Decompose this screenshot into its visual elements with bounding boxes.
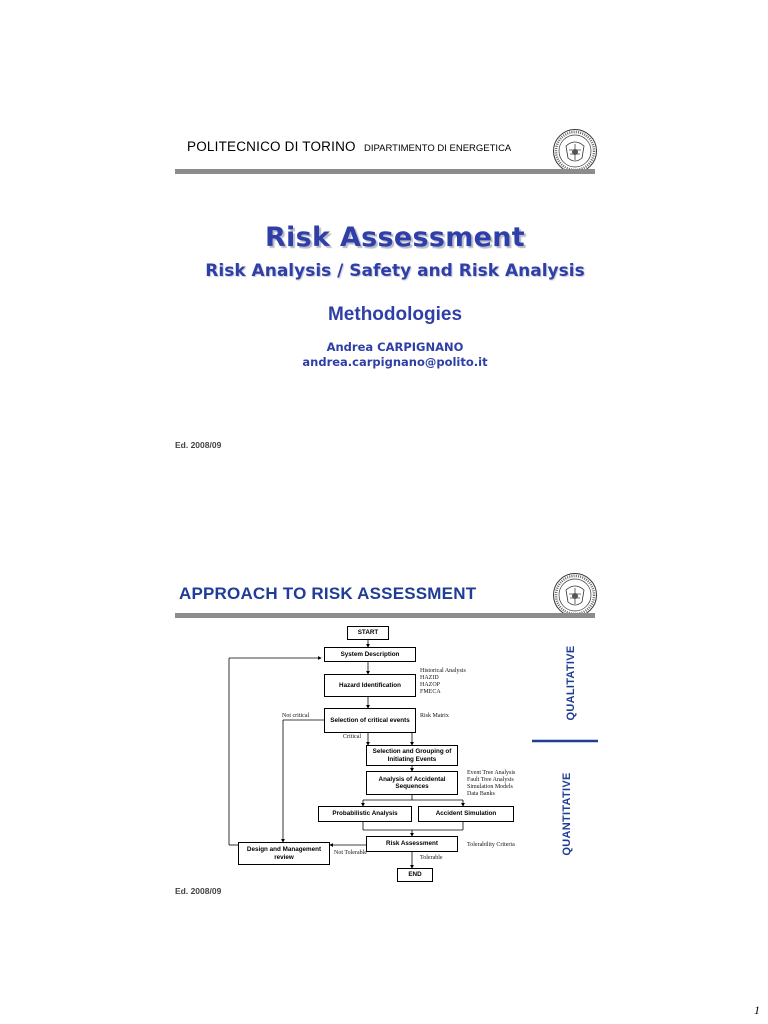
flow-accident-simulation: Accident Simulation: [418, 806, 514, 822]
slide2-edition-label: Ed. 2008/09: [175, 886, 222, 896]
department-name: DIPARTIMENTO DI ENERGETICA: [364, 143, 512, 154]
flow-end: END: [397, 868, 433, 882]
page-title: Risk Assessment: [264, 222, 526, 253]
page-subtitle: Risk Analysis / Safety and Risk Analysis: [205, 261, 585, 281]
note-sequence-methods: Event Tree Analysis Fault Tree Analysis Simulation Models Data Banks: [467, 770, 516, 797]
quantitative-label: QUANTITATIVE: [561, 772, 573, 856]
note-tolerable: Tolerable: [420, 855, 443, 861]
methodologies-heading: Methodologies: [327, 304, 463, 325]
note-hazard-methods: Historical Analysis HAZID HAZOP FMECA: [420, 668, 466, 695]
edition-label: Ed. 2008/09: [175, 440, 222, 450]
flow-start: START: [347, 626, 389, 640]
flow-hazard-identification: Hazard Identification: [324, 674, 416, 697]
university-name: POLITECNICO DI TORINO: [187, 139, 356, 154]
slide2-title: APPROACH TO RISK ASSESSMENT: [179, 584, 477, 603]
flow-system-description: System Description: [324, 647, 416, 662]
page-number: 1: [754, 1003, 760, 1017]
note-critical: Critical: [343, 734, 361, 740]
note-risk-matrix: Risk Matrix: [420, 713, 449, 719]
note-not-critical: Not critical: [282, 713, 310, 719]
note-tolerability-criteria: Tolerability Criteria: [467, 842, 515, 848]
author-name: Andrea CARPIGNANO: [326, 340, 464, 354]
flow-risk-assessment: Risk Assessment: [366, 836, 458, 852]
flow-probabilistic-analysis: Probabilistic Analysis: [318, 806, 412, 822]
author-email: andrea.carpignano@polito.it: [302, 355, 488, 369]
flow-design-review: Design and Management review: [238, 842, 330, 865]
note-not-tolerable: Not Tolerable: [334, 850, 367, 856]
flow-analysis-sequences: Analysis of Accidental Sequences: [366, 771, 458, 795]
flow-selection-grouping: Selection and Grouping of Initiating Events: [366, 745, 458, 766]
flow-selection-critical: Selection of critical events: [324, 708, 416, 733]
qualitative-label: QUALITATIVE: [565, 645, 577, 721]
